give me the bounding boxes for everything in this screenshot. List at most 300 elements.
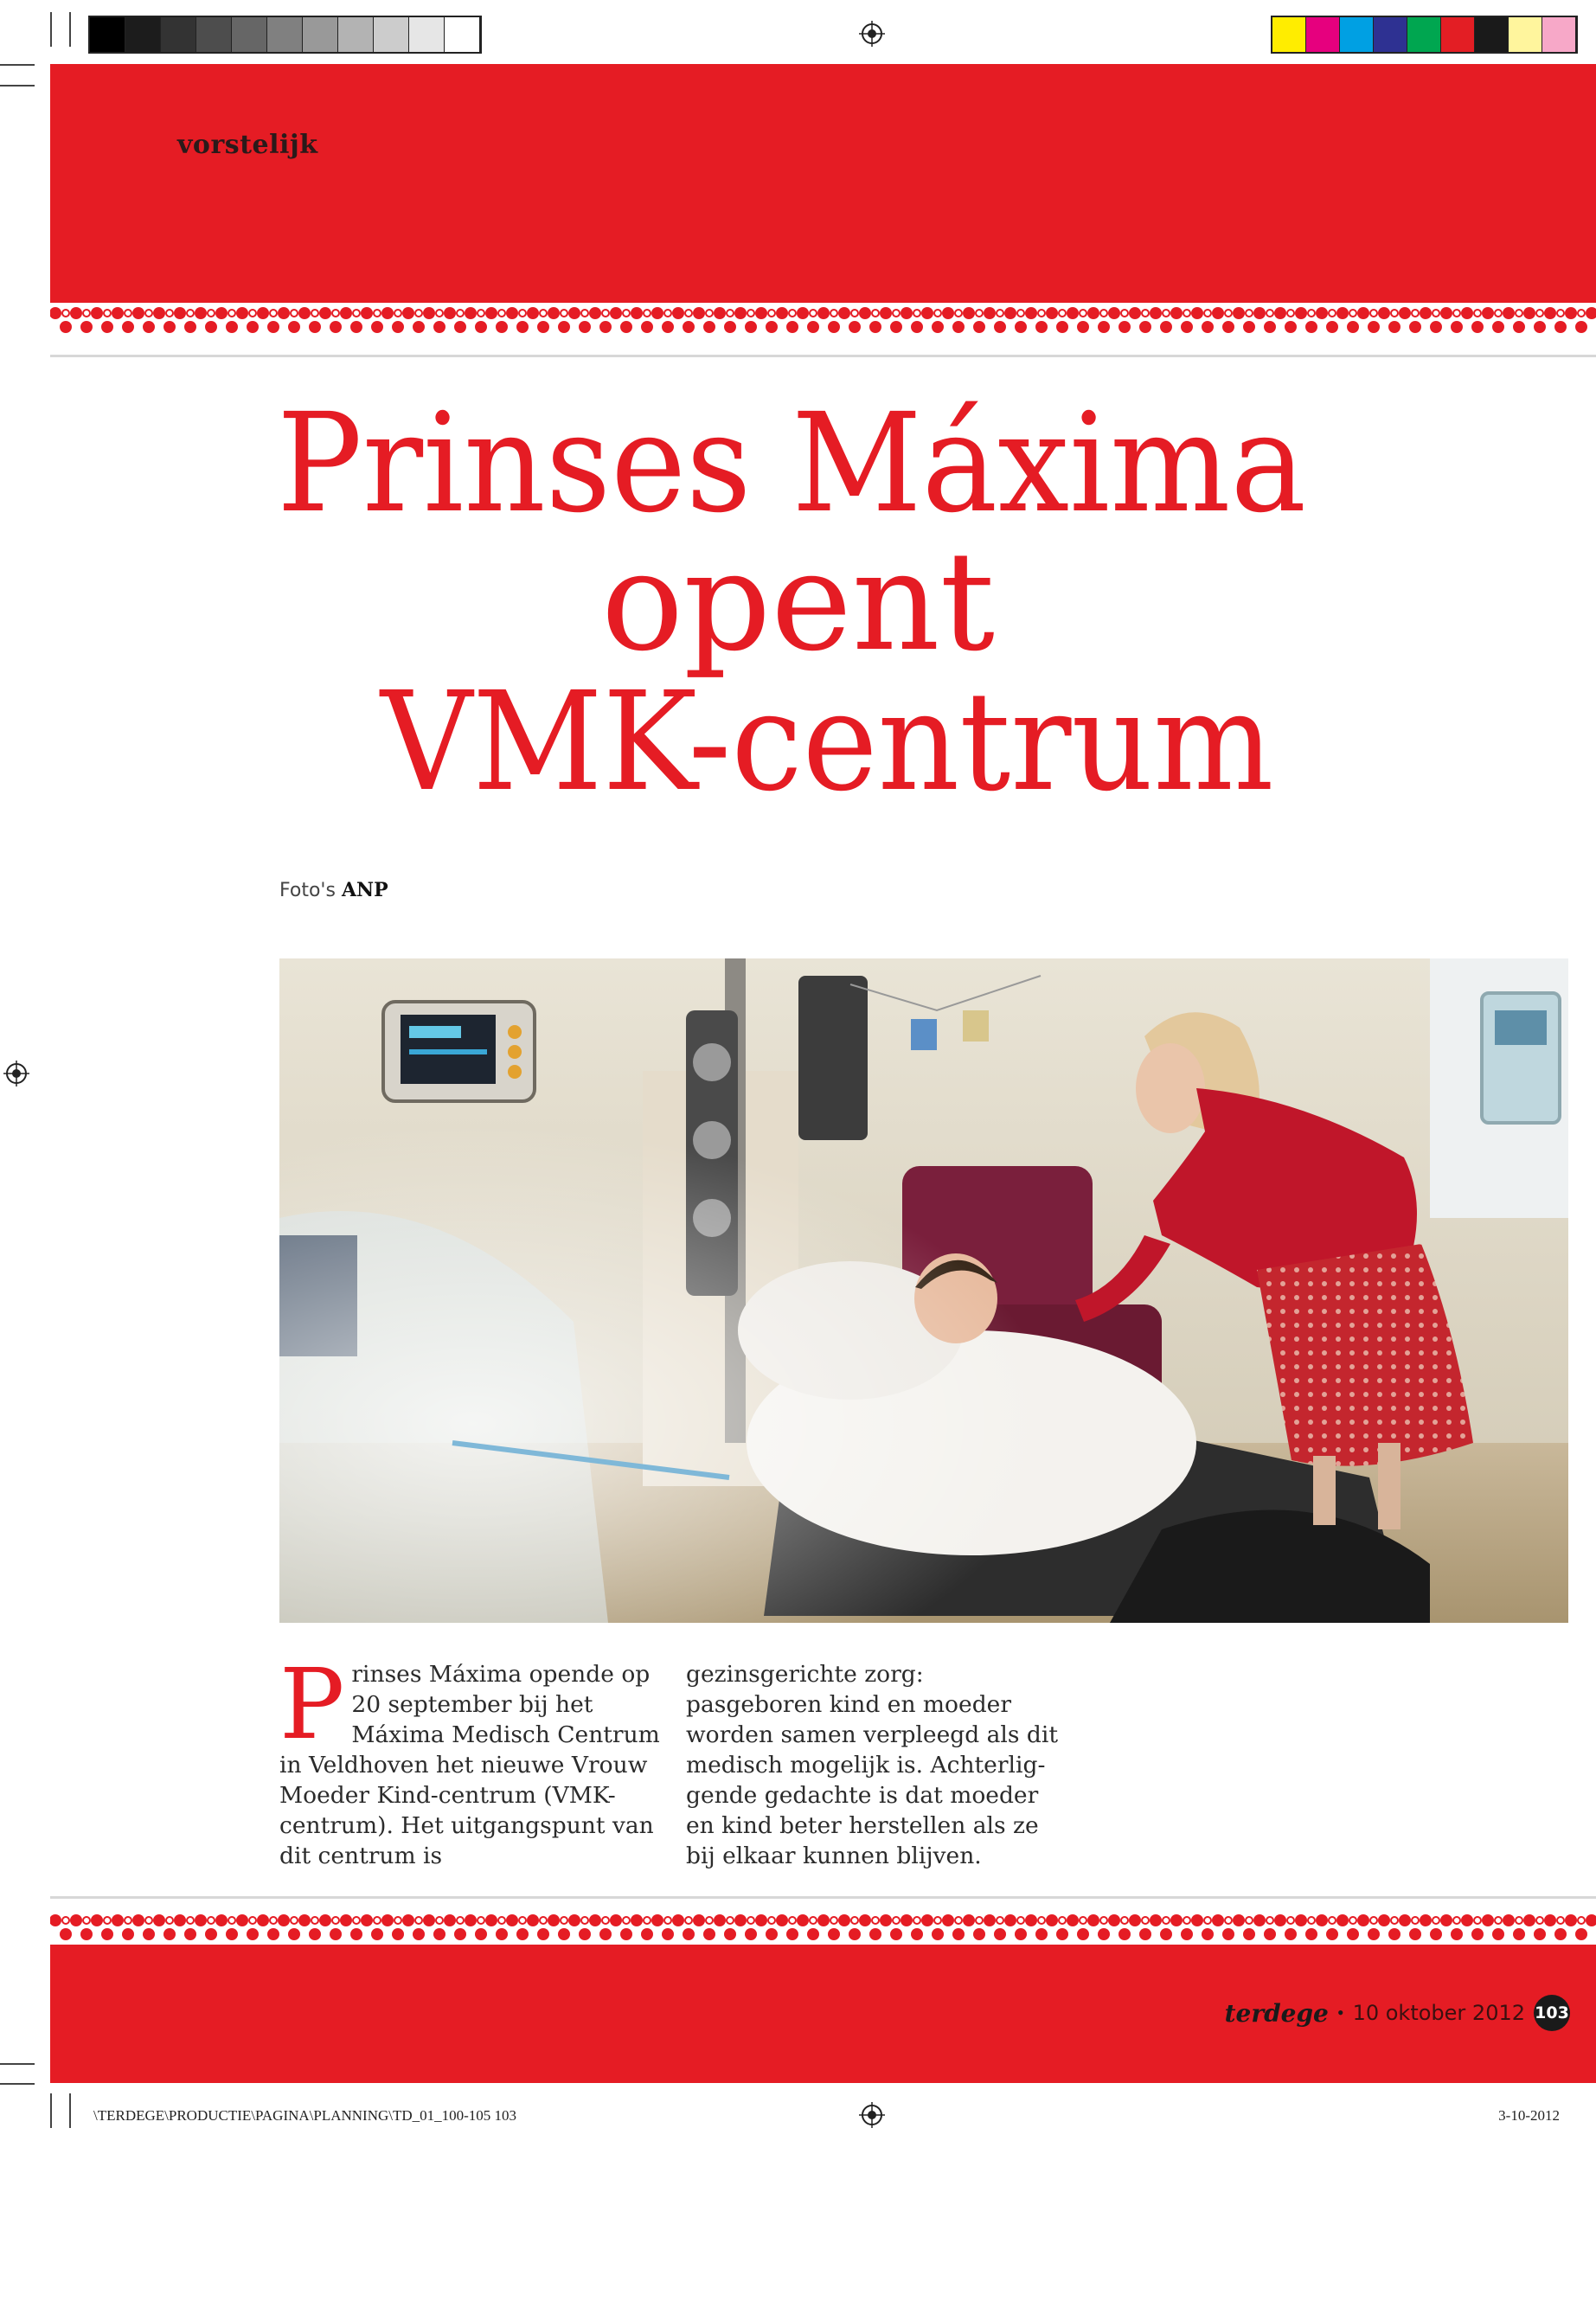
calibration-swatch (1542, 17, 1576, 52)
color-calibration-bar (1271, 16, 1578, 54)
decor-dot (496, 321, 508, 333)
decor-dot (1513, 321, 1525, 333)
decor-dot (1004, 307, 1016, 319)
decor-dot (267, 321, 279, 333)
body-text-1: rinses Máxima opende op 20 september bij het Máxima Medisch Centrum in Veldhoven het nieuwe Vrouw Moeder Kind-centrum (VMK-centrum). Het uitgangspunt van dit centrum is (279, 1661, 660, 1869)
decor-dot (984, 1914, 996, 1926)
decor-dot (631, 1914, 643, 1926)
decor-dot (454, 1928, 466, 1940)
decor-dot (869, 321, 881, 333)
drop-cap: P (279, 1649, 345, 1761)
print-slug-path: \TERDEGE\PRODUCTIE\PAGINA\PLANNING\TD_01_100-105 103 (93, 2107, 517, 2124)
calibration-swatch (338, 17, 374, 52)
decor-dot (101, 1928, 113, 1940)
decor-dot (1139, 321, 1151, 333)
decor-dot (1336, 1914, 1349, 1926)
decor-dot (901, 307, 913, 319)
decor-dot (631, 307, 643, 319)
decor-dot (1191, 307, 1203, 319)
decor-dot (278, 307, 290, 319)
decor-dot (433, 321, 445, 333)
decor-dot (911, 321, 923, 333)
decor-dot (319, 1914, 331, 1926)
decor-dot (1430, 1928, 1442, 1940)
decor-dot (859, 307, 871, 319)
decor-dot (537, 1928, 549, 1940)
decor-dot (1160, 1928, 1172, 1940)
decor-dot (143, 321, 155, 333)
decor-dot (662, 1928, 674, 1940)
decor-dot (1129, 307, 1141, 319)
decor-dot (568, 1914, 580, 1926)
decor-dot (153, 307, 165, 319)
decor-dot (143, 1928, 155, 1940)
calibration-swatch (1441, 17, 1475, 52)
decor-dot (693, 1914, 705, 1926)
decor-dot (537, 321, 549, 333)
decor-dot (1461, 307, 1473, 319)
decor-dot (1035, 321, 1048, 333)
calibration-swatch (1272, 17, 1306, 52)
calibration-swatch (303, 17, 338, 52)
decor-dot (423, 307, 435, 319)
decor-dot (475, 321, 487, 333)
page-number: 103 (1534, 1995, 1570, 2031)
decor-dot (381, 307, 394, 319)
decor-dot (1264, 1928, 1276, 1940)
decor-dot (1575, 321, 1587, 333)
decor-dot (226, 321, 238, 333)
decor-dot (766, 1928, 778, 1940)
decor-dot (589, 307, 601, 319)
decor-dot (278, 1914, 290, 1926)
decor-dot (952, 321, 965, 333)
decor-dot (683, 321, 695, 333)
decor-dot (174, 1914, 186, 1926)
decor-dot (205, 1928, 217, 1940)
decor-dot (1565, 1914, 1577, 1926)
decor-dot (1471, 1928, 1484, 1940)
decor-dot (195, 307, 207, 319)
decor-dot (1285, 321, 1297, 333)
calibration-swatch (1340, 17, 1374, 52)
decor-dot (599, 1928, 612, 1940)
decor-dot (122, 1928, 134, 1940)
decor-dot (952, 1928, 965, 1940)
calibration-swatch (90, 17, 125, 52)
decor-dot (973, 321, 985, 333)
calibration-swatch (1407, 17, 1441, 52)
decor-dot (776, 307, 788, 319)
footer-separator: • (1336, 2002, 1344, 2023)
decor-dot (163, 321, 176, 333)
decor-dot (932, 1928, 944, 1940)
decor-dot (911, 1928, 923, 1940)
decor-dot (548, 1914, 560, 1926)
decor-dot (651, 1914, 663, 1926)
decor-dot (1347, 321, 1359, 333)
decor-dot (610, 1914, 622, 1926)
decor-dot (236, 307, 248, 319)
decor-dot (1388, 1928, 1401, 1940)
decor-dot (60, 321, 72, 333)
decor-dot (1243, 1928, 1255, 1940)
decor-dot (485, 307, 497, 319)
decor-dot (361, 307, 373, 319)
decor-dot (1357, 307, 1369, 319)
decor-dot (766, 321, 778, 333)
calibration-swatch (374, 17, 409, 52)
decor-dot (1399, 307, 1411, 319)
decor-dot (994, 321, 1006, 333)
calibration-swatch (445, 17, 480, 52)
decor-dot (1025, 307, 1037, 319)
decor-dot (859, 1914, 871, 1926)
greyscale-calibration-bar (88, 16, 482, 54)
decor-dot (828, 321, 840, 333)
calibration-swatch (232, 17, 267, 52)
decor-dot (1181, 321, 1193, 333)
decor-dot (734, 1914, 747, 1926)
decor-dot (817, 1914, 830, 1926)
decor-dot (1170, 307, 1183, 319)
headline-line-1: Prinses Máxima (277, 384, 1307, 543)
photo-credit (279, 879, 388, 901)
decor-dot (579, 1928, 591, 1940)
decor-dot (1295, 1914, 1307, 1926)
decor-dot (1388, 321, 1401, 333)
crop-mark (0, 2083, 35, 2085)
decor-dot (1492, 321, 1504, 333)
decor-dot (1420, 307, 1432, 319)
crop-mark (0, 64, 35, 66)
decor-dot (247, 1928, 259, 1940)
decor-dot (1378, 307, 1390, 319)
decor-dot (1015, 1928, 1027, 1940)
decor-dot (1077, 321, 1089, 333)
decor-dot (683, 1928, 695, 1940)
decor-dot (817, 307, 830, 319)
decor-dot (1046, 1914, 1058, 1926)
decor-dot (921, 1914, 933, 1926)
decor-dot (1440, 1914, 1452, 1926)
decor-dot (1015, 321, 1027, 333)
decor-dot (880, 307, 892, 319)
decor-dot (1523, 1914, 1535, 1926)
decor-dot (1368, 1928, 1380, 1940)
registration-mark-icon (859, 21, 885, 47)
credit-agency: ANP (341, 879, 388, 901)
decor-dot (1285, 1928, 1297, 1940)
decor-dot (350, 321, 362, 333)
decor-dot (506, 307, 518, 319)
decor-dot (1326, 321, 1338, 333)
decor-dot (1513, 1928, 1525, 1940)
decor-dot (205, 321, 217, 333)
decor-dot (1565, 307, 1577, 319)
decor-dot (693, 307, 705, 319)
decor-dot (298, 307, 311, 319)
decor-dot (298, 1914, 311, 1926)
dotted-border-bottom (50, 1910, 1596, 1945)
decor-dot (1503, 307, 1515, 319)
decor-dot (880, 1914, 892, 1926)
decor-dot (371, 1928, 383, 1940)
decor-dot (1544, 1914, 1556, 1926)
decor-dot (662, 321, 674, 333)
print-slug-date: 3-10-2012 (1498, 2107, 1560, 2124)
decor-dot (745, 321, 757, 333)
decor-dot (402, 1914, 414, 1926)
decor-dot (381, 1914, 394, 1926)
decor-dot (496, 1928, 508, 1940)
dotted-border-top (50, 303, 1596, 337)
decor-dot (516, 1928, 529, 1940)
decor-dot (641, 321, 653, 333)
decor-dot (184, 321, 196, 333)
decor-dot (1305, 1928, 1317, 1940)
decor-dot (1554, 1928, 1567, 1940)
decor-dot (465, 1914, 477, 1926)
body-text-2: gezinsgerichte zorg: pasgeboren kind en moeder worden samen verpleegd als dit medisch mogelijk is. Achterliggende gedachte is dat moeder en kind beter herstellen als ze bij elkaar kunnen blijven. (686, 1661, 1059, 1869)
decor-dot (724, 1928, 736, 1940)
decor-dot (226, 1928, 238, 1940)
decor-dot (454, 321, 466, 333)
decor-dot (1378, 1914, 1390, 1926)
decor-dot (506, 1914, 518, 1926)
decor-dot (558, 321, 570, 333)
decor-dot (122, 321, 134, 333)
decor-dot (1316, 307, 1328, 319)
decor-dot (288, 1928, 300, 1940)
decor-dot (1160, 321, 1172, 333)
decor-dot (932, 321, 944, 333)
decor-dot (101, 321, 113, 333)
decor-dot (132, 307, 144, 319)
decor-dot (485, 1914, 497, 1926)
decor-dot (1118, 1928, 1131, 1940)
decor-dot (901, 1914, 913, 1926)
decor-dot (70, 1914, 82, 1926)
header-band (50, 64, 1596, 324)
decor-dot (1233, 1914, 1245, 1926)
decor-dot (973, 1928, 985, 1940)
decor-dot (215, 1914, 228, 1926)
decor-dot (755, 307, 767, 319)
decor-dot (994, 1928, 1006, 1940)
decor-dot (755, 1914, 767, 1926)
decor-dot (963, 307, 975, 319)
decor-dot (1098, 1928, 1110, 1940)
decor-dot (849, 1928, 861, 1940)
decor-dot (1067, 307, 1079, 319)
decor-dot (153, 1914, 165, 1926)
decor-dot (1056, 321, 1068, 333)
decor-dot (413, 1928, 425, 1940)
decor-dot (1347, 1928, 1359, 1940)
decor-dot (402, 307, 414, 319)
decor-dot (163, 1928, 176, 1940)
decor-dot (797, 307, 809, 319)
decor-dot (1129, 1914, 1141, 1926)
decor-dot (475, 1928, 487, 1940)
calibration-swatch (196, 17, 232, 52)
decor-dot (807, 1928, 819, 1940)
decor-dot (1451, 321, 1463, 333)
decor-dot (1575, 1928, 1587, 1940)
calibration-swatch (1475, 17, 1509, 52)
decor-dot (838, 307, 850, 319)
decor-dot (1212, 307, 1224, 319)
decor-dot (1316, 1914, 1328, 1926)
decor-dot (620, 1928, 632, 1940)
decor-dot (672, 1914, 684, 1926)
decor-dot (1305, 321, 1317, 333)
decor-dot (1274, 307, 1286, 319)
decor-dot (527, 307, 539, 319)
decor-dot (724, 321, 736, 333)
decor-dot (267, 1928, 279, 1940)
decor-dot (579, 321, 591, 333)
decor-dot (444, 1914, 456, 1926)
calibration-swatch (125, 17, 161, 52)
decor-dot (1409, 1928, 1421, 1940)
decor-dot (828, 1928, 840, 1940)
decor-dot (80, 1928, 93, 1940)
calibration-swatch (1306, 17, 1340, 52)
decor-dot (776, 1914, 788, 1926)
decor-dot (1118, 321, 1131, 333)
decor-dot (516, 321, 529, 333)
decor-dot (1409, 321, 1421, 333)
decor-dot (1150, 307, 1162, 319)
decor-dot (319, 307, 331, 319)
decor-dot (1212, 1914, 1224, 1926)
decor-dot (1534, 321, 1546, 333)
decor-dot (1243, 321, 1255, 333)
decor-dot (1056, 1928, 1068, 1940)
decor-dot (869, 1928, 881, 1940)
decor-dot (257, 307, 269, 319)
decor-dot (1440, 307, 1452, 319)
decor-dot (890, 1928, 902, 1940)
decor-dot (1544, 307, 1556, 319)
decor-dot (1471, 321, 1484, 333)
decor-dot (589, 1914, 601, 1926)
decor-dot (1202, 1928, 1214, 1940)
decor-dot (1482, 1914, 1494, 1926)
calibration-swatch (161, 17, 196, 52)
issue-date: 10 oktober 2012 (1352, 2001, 1525, 2025)
decor-dot (807, 321, 819, 333)
decor-dot (963, 1914, 975, 1926)
calibration-swatch (409, 17, 445, 52)
decor-dot (340, 1914, 352, 1926)
decor-dot (288, 321, 300, 333)
decor-dot (599, 321, 612, 333)
decor-dot (786, 321, 798, 333)
decor-dot (1139, 1928, 1151, 1940)
decor-dot (641, 1928, 653, 1940)
decor-dot (558, 1928, 570, 1940)
decor-dot (1451, 1928, 1463, 1940)
decor-dot (1181, 1928, 1193, 1940)
decor-dot (1326, 1928, 1338, 1940)
decor-dot (1420, 1914, 1432, 1926)
body-column-2 (686, 1659, 1067, 1871)
decor-dot (1025, 1914, 1037, 1926)
decor-dot (60, 1928, 72, 1940)
decor-dot (112, 1914, 124, 1926)
decor-dot (80, 321, 93, 333)
decor-dot (1233, 307, 1245, 319)
calibration-swatch (267, 17, 303, 52)
decor-dot (195, 1914, 207, 1926)
decor-dot (1264, 321, 1276, 333)
decor-dot (1150, 1914, 1162, 1926)
decor-dot (1098, 321, 1110, 333)
decor-dot (236, 1914, 248, 1926)
footer-brand (1225, 1995, 1570, 2031)
decor-dot (1191, 1914, 1203, 1926)
decor-dot (1399, 1914, 1411, 1926)
decor-dot (309, 321, 321, 333)
decor-dot (91, 1914, 103, 1926)
decor-dot (1067, 1914, 1079, 1926)
decor-dot (330, 321, 342, 333)
decor-dot (1368, 321, 1380, 333)
crop-mark (50, 2093, 52, 2128)
decor-dot (1503, 1914, 1515, 1926)
decor-dot (247, 321, 259, 333)
decor-dot (1430, 321, 1442, 333)
calibration-swatch (1509, 17, 1542, 52)
decor-dot (1222, 1928, 1234, 1940)
decor-dot (309, 1928, 321, 1940)
registration-mark-icon (3, 1061, 29, 1086)
crop-mark (69, 2093, 71, 2128)
decor-dot (527, 1914, 539, 1926)
decor-dot (423, 1914, 435, 1926)
decor-dot (1077, 1928, 1089, 1940)
decor-dot (433, 1928, 445, 1940)
magazine-logo: terdege (1224, 1998, 1329, 2028)
decor-dot (361, 1914, 373, 1926)
decor-dot (112, 307, 124, 319)
decor-dot (672, 307, 684, 319)
decor-dot (340, 307, 352, 319)
crop-mark (0, 2063, 35, 2065)
decor-dot (1170, 1914, 1183, 1926)
decor-dot (548, 307, 560, 319)
credit-prefix: Foto's (279, 880, 336, 901)
decor-dot (1004, 1914, 1016, 1926)
decor-dot (1202, 321, 1214, 333)
decor-dot (714, 307, 726, 319)
decor-dot (786, 1928, 798, 1940)
hospital-photo-icon (279, 958, 1568, 1623)
decor-dot (1087, 1914, 1099, 1926)
decor-dot (174, 307, 186, 319)
decor-dot (734, 307, 747, 319)
decor-dot (1492, 1928, 1504, 1940)
decor-dot (568, 307, 580, 319)
decor-dot (1046, 307, 1058, 319)
decor-dot (1357, 1914, 1369, 1926)
footer-rule (50, 1896, 1596, 1899)
decor-dot (714, 1914, 726, 1926)
decor-dot (1482, 307, 1494, 319)
